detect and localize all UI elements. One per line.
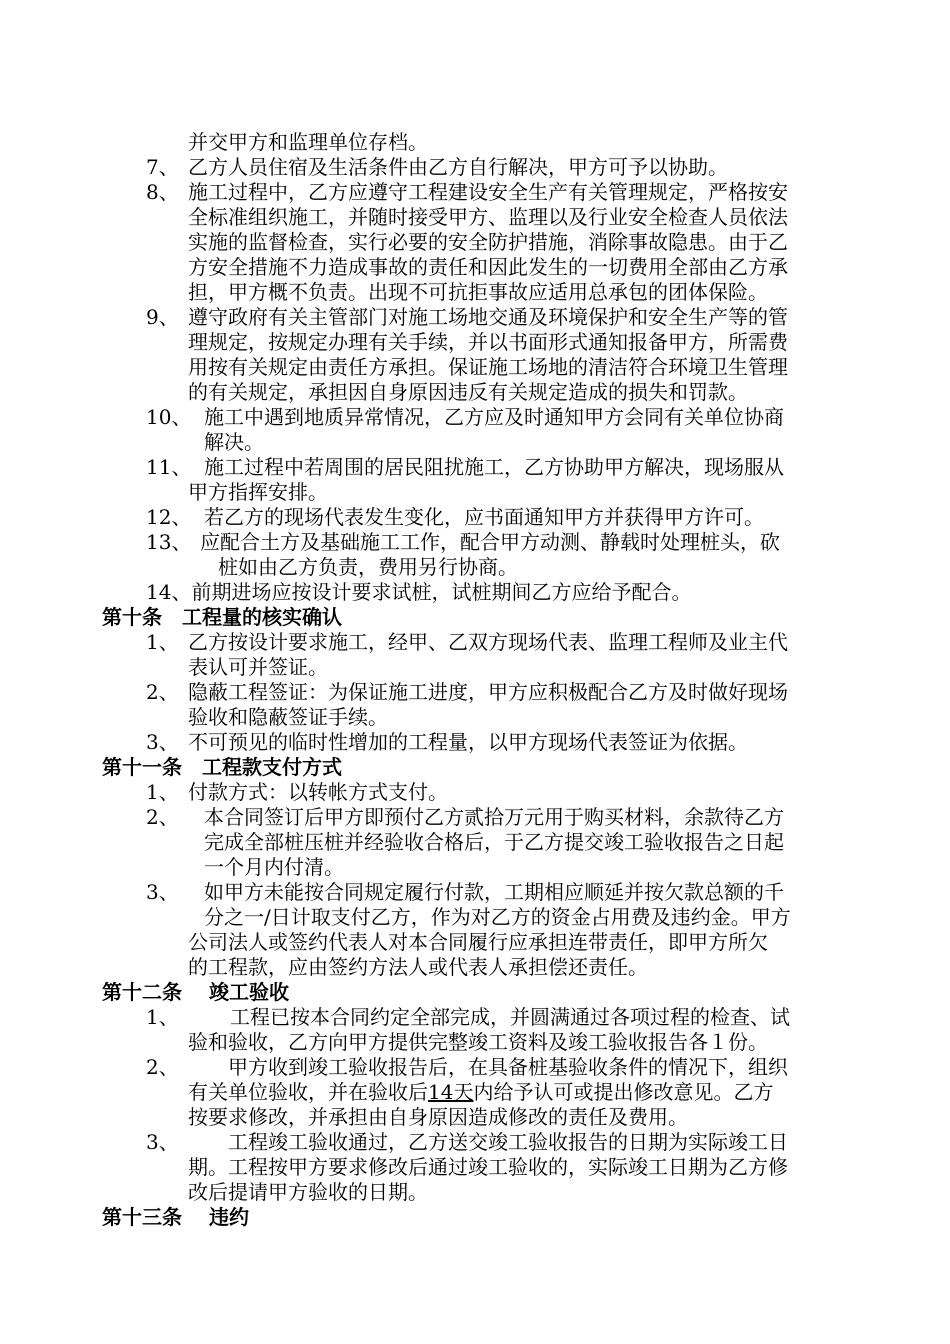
item-8-line: 方安全措施不力造成事故的责任和因此发生的一切费用全部由乙方承 (188, 255, 788, 279)
art12-item-1-number: 1、 (146, 1005, 179, 1029)
item-8-number: 8、 (146, 180, 179, 204)
item-8-line: 实施的监督检查，实行必要的安全防护措施，消除事故隐患。由于乙 (188, 230, 788, 254)
art11-item-3-line: 的工程款，应由签约方法人或代表人承担偿还责任。 (188, 955, 648, 979)
art10-item-2-line: 隐蔽工程签证：为保证施工进度，甲方应积极配合乙方及时做好现场 (188, 680, 788, 704)
art12-item-3-line: 工程竣工验收通过，乙方送交竣工验收报告的日期为实际竣工日 (228, 1130, 788, 1154)
art12-item-1-line: 验和验收，乙方向甲方提供完整竣工资料及竣工验收报告各１份。 (188, 1030, 768, 1054)
art10-item-2-number: 2、 (146, 680, 179, 704)
article-13-heading: 第十三条 违约 (102, 1205, 249, 1229)
item-13-number: 13、 (146, 530, 192, 554)
article-12-heading: 第十二条 竣工验收 (102, 980, 289, 1004)
item-10-line: 施工中遇到地质异常情况，乙方应及时通知甲方会同有关单位协商 (204, 405, 784, 429)
art10-item-3-number: 3、 (146, 730, 179, 754)
art11-item-2-number: 2、 (146, 805, 179, 829)
art11-item-1-text: 付款方式：以转帐方式支付。 (188, 780, 448, 804)
art10-item-1-line: 乙方按设计要求施工，经甲、乙双方现场代表、监理工程师及业主代 (188, 630, 788, 654)
art12-item-2-text-post: 内给予认可或提出修改意见。乙方 (473, 1080, 774, 1104)
art12-item-2-line (188, 1080, 773, 1104)
art11-item-2-line: 本合同签订后甲方即预付乙方贰拾万元用于购买材料，余款待乙方 (204, 805, 784, 829)
item-7-text: 乙方人员住宿及生活条件由乙方自行解决，甲方可予以协助。 (188, 155, 728, 179)
art10-item-1-number: 1、 (146, 630, 179, 654)
art12-item-2-text-pre: 有关单位验收，并在验收后 (188, 1080, 428, 1104)
acceptance-days-value: 14天 (428, 1080, 474, 1104)
item-11-number: 11、 (146, 455, 192, 479)
art11-item-3-line: 公司法人或签约代表人对本合同履行应承担连带责任，即甲方所欠 (188, 930, 768, 954)
item-9-line: 的有关规定，承担因自身原因违反有关规定造成的损失和罚款。 (188, 380, 748, 404)
art10-item-2-line: 验收和隐蔽签证手续。 (188, 705, 388, 729)
item-12-number: 12、 (146, 505, 192, 529)
art12-item-3-number: 3、 (146, 1130, 179, 1154)
art10-item-3-text: 不可预见的临时性增加的工程量，以甲方现场代表签证为依据。 (188, 730, 748, 754)
art11-item-3-line: 分之一/日计取支付乙方，作为对乙方的资金占用费及违约金。甲方 (204, 905, 791, 929)
art11-item-3-line: 如甲方未能按合同规定履行付款，工期相应顺延并按欠款总额的千 (204, 880, 784, 904)
item-11-line: 施工过程中若周围的居民阻扰施工，乙方协助甲方解决，现场服从 (204, 455, 784, 479)
item-8-line: 施工过程中，乙方应遵守工程建设安全生产有关管理规定，严格按安 (188, 180, 788, 204)
item-13-line: 桩如由乙方负责，费用另行协商。 (218, 555, 518, 579)
item-7-number: 7、 (146, 155, 179, 179)
item-10-line: 解决。 (204, 430, 264, 454)
art10-item-1-line: 表认可并签证。 (188, 655, 328, 679)
item-10-number: 10、 (146, 405, 192, 429)
article-11-heading: 第十一条 工程款支付方式 (102, 755, 342, 779)
art12-item-2-line: 甲方收到竣工验收报告后，在具备桩基验收条件的情况下，组织 (228, 1055, 788, 1079)
item-9-line: 用按有关规定由责任方承担。保证施工场地的清洁符合环境卫生管理 (188, 355, 788, 379)
article-10-heading: 第十条 工程量的核实确认 (102, 605, 342, 629)
item-8-line: 全标准组织施工，并随时接受甲方、监理以及行业安全检查人员依法 (188, 205, 788, 229)
art12-item-3-line: 改后提请甲方验收的日期。 (188, 1180, 428, 1204)
item-12-text: 若乙方的现场代表发生变化，应书面通知甲方并获得甲方许可。 (204, 505, 764, 529)
item-9-line: 遵守政府有关主管部门对施工场地交通及环境保护和安全生产等的管 (188, 305, 788, 329)
art12-item-2-number: 2、 (146, 1055, 179, 1079)
item-14-text: 14、前期进场应按设计要求试桩，试桩期间乙方应给予配合。 (146, 580, 692, 604)
art12-item-1-line: 工程已按本合同约定全部完成，并圆满通过各项过程的检查、试 (230, 1005, 790, 1029)
art11-item-3-number: 3、 (146, 880, 179, 904)
art12-item-3-line: 期。工程按甲方要求修改后通过竣工验收的，实际竣工日期为乙方修 (188, 1155, 788, 1179)
art12-item-2-line: 按要求修改，并承担由自身原因造成修改的责任及费用。 (188, 1105, 688, 1129)
item-9-line: 理规定，按规定办理有关手续，并以书面形式通知报备甲方，所需费 (188, 330, 788, 354)
art11-item-2-line: 完成全部桩压桩并经验收合格后，于乙方提交竣工验收报告之日起 (204, 830, 784, 854)
item-9-number: 9、 (146, 305, 179, 329)
item-13-line: 应配合土方及基础施工工作，配合甲方动测、静载时处理桩头，砍 (200, 530, 780, 554)
item-8-line: 担，甲方概不负责。出现不可抗拒事故应适用总承包的团体保险。 (188, 280, 768, 304)
art11-item-2-line: 一个月内付清。 (204, 855, 344, 879)
art11-item-1-number: 1、 (146, 780, 179, 804)
item-11-line: 甲方指挥安排。 (188, 480, 328, 504)
item-6-continuation: 并交甲方和监理单位存档。 (188, 130, 428, 154)
